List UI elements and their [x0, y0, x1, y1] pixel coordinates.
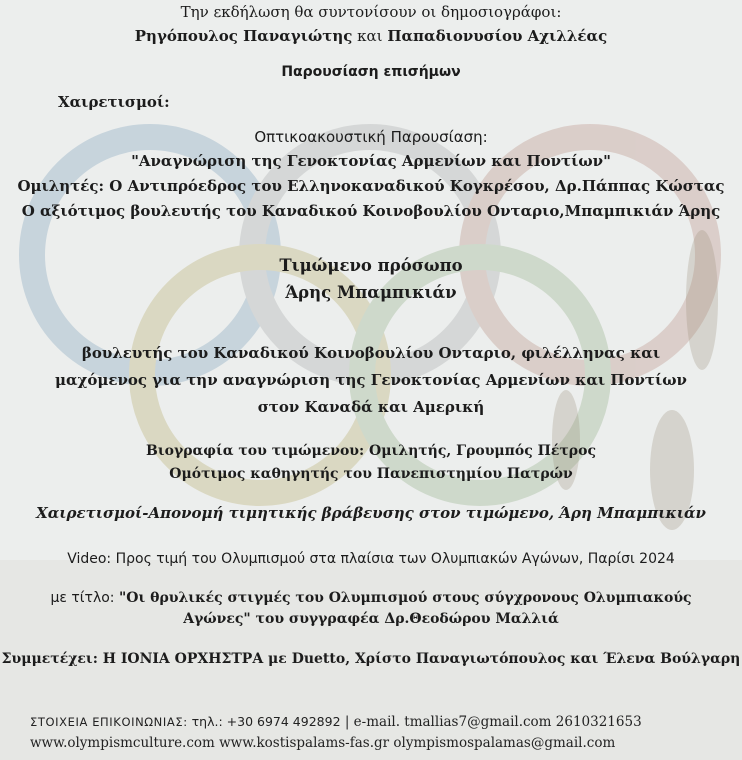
honoree-name: Άρης Μπαμπικιάν [285, 283, 457, 302]
video-prefix: Video: [67, 551, 112, 567]
honoree-desc-1: βουλευτής του Καναδικού Κοινοβουλίου Ονταριο, φιλέλληνας και [81, 344, 661, 362]
moderator-1: Ρηγόπουλος Παναγιώτης [134, 27, 353, 45]
contact-email: | e-mail. tmallias7@gmail.com 2610321653 [340, 714, 642, 730]
video-description: Προς τιμή του Ολυμπισμού στα πλαίσια των Ολυμπιακών Αγώνων, Παρίσι 2024 [111, 551, 675, 567]
greetings-heading: Χαιρετισμοί: [58, 93, 170, 111]
honoree-desc-2: μαχόμενος για την αναγνώριση της Γενοκτονίας Αρμενίων και Ποντίων [55, 371, 687, 389]
moderators-and: και [357, 27, 383, 45]
award-line: Χαιρετισμοί-Απονομή τιμητικής βράβευσης στον τιμώμενο, Άρη Μπαμπικιάν [36, 504, 706, 522]
biography-line-2: Ομότιμος καθηγητής του Πανεπιστημίου Πατρών [169, 466, 573, 482]
moderators-intro: Την εκδήλωση θα συντονίσουν οι δημοσιογράφοι: [180, 3, 562, 21]
speaker-2-line: Ο αξιότιμος βουλευτής του Καναδικού Κοινοβουλίου Ονταριο,Μπαμπικιάν Άρης [21, 202, 721, 220]
officials-heading: Παρουσίαση επισήμων [281, 64, 461, 80]
contact-line [30, 712, 642, 732]
moderator-2: Παπαδιονυσίου Αχιλλέας [387, 27, 608, 45]
honoree-heading: Τιμώμενο πρόσωπο [279, 256, 463, 275]
contact-web-line: www.olympismculture.com www.kostispalams-fas.gr olympismospalamas@gmail.com [30, 735, 616, 751]
honoree-desc-3: στον Καναδά και Αμερική [257, 398, 485, 416]
participation-line: Συμμετέχει: Η ΙΟΝΙΑ ΟΡΧΗΣΤΡΑ με Duetto, Χρίστο Παναγιωτόπουλος και Έλενα Βούλγαρη [1, 651, 741, 667]
video-title-line-2: Αγώνες" του συγγραφέα Δρ.Θεοδώρου Μαλλιά [183, 611, 559, 627]
video-line [0, 549, 742, 569]
presentation-label: Οπτικοακουστική Παρουσίαση: [254, 128, 488, 146]
speakers-line: Ομιλητές: Ο Αντιπρόεδρος του Ελληνοκαναδικού Κογκρέσου, Δρ.Πάππας Κώστας [17, 177, 725, 195]
video-title-part-1: "Οι θρυλικές στιγμές του Ολυμπισμού στους σύγχρονους Ολυμπιακούς [118, 590, 692, 606]
biography-line-1: Βιογραφία του τιμώμενου: Ομιλητής, Γρουμπός Πέτρος [146, 443, 596, 459]
moderators-names [0, 26, 742, 46]
presentation-title: "Αναγνώριση της Γενοκτονίας Αρμενίων και Ποντίων" [131, 152, 611, 170]
contact-phone: τηλ.: +30 6974 492892 [187, 714, 341, 729]
contact-label: ΣΤΟΙΧΕΙΑ ΕΠΙΚΟΙΝΩΝΙΑΣ: [30, 715, 188, 729]
video-title-line-1 [0, 588, 742, 608]
video-title-prefix: με τίτλο: [50, 590, 119, 606]
